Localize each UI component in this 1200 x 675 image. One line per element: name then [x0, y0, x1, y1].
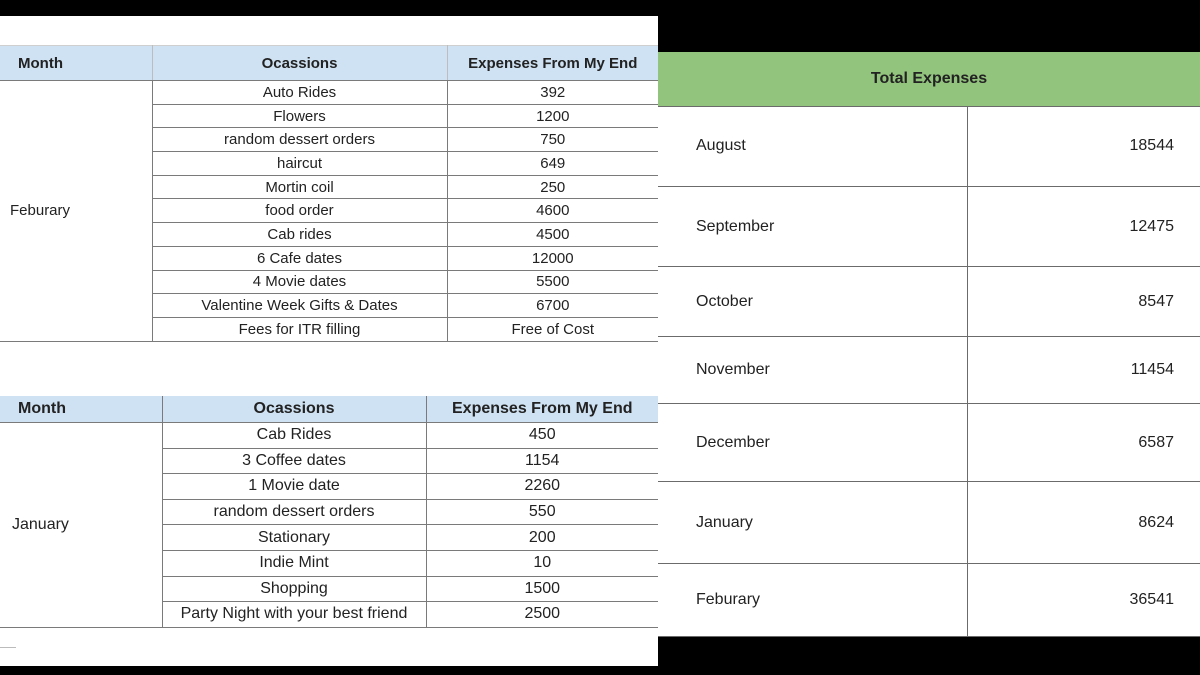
table-header-row: [0, 396, 658, 423]
total-month-cell: August: [658, 106, 968, 186]
expense-cell: Free of Cost: [447, 317, 658, 341]
expense-cell: 550: [426, 499, 658, 525]
occasion-cell: Cab Rides: [162, 423, 426, 449]
occasion-cell: Indie Mint: [162, 550, 426, 576]
header-occasions: Ocassions: [152, 46, 447, 81]
expense-cell: 5500: [447, 270, 658, 294]
occasion-cell: Valentine Week Gifts & Dates: [152, 294, 447, 318]
expense-cell: 1500: [426, 576, 658, 602]
expense-cell: 250: [447, 175, 658, 199]
header-expenses: Expenses From My End: [426, 396, 658, 423]
expense-cell: 6700: [447, 294, 658, 318]
occasion-cell: Mortin coil: [152, 175, 447, 199]
occasion-cell: haircut: [152, 152, 447, 176]
table-header-row: [0, 46, 658, 81]
january-expenses-table: [0, 396, 658, 628]
total-month-cell: January: [658, 482, 968, 563]
total-value-cell: 8547: [1138, 292, 1174, 310]
expense-cell: 1200: [447, 104, 658, 128]
total-month-cell: December: [658, 404, 968, 481]
table-row: [658, 564, 1200, 637]
occasion-cell: food order: [152, 199, 447, 223]
header-occasions: Ocassions: [162, 396, 426, 423]
table-row: [658, 482, 1200, 564]
occasion-cell: 6 Cafe dates: [152, 246, 447, 270]
occasion-cell: Stationary: [162, 525, 426, 551]
occasion-cell: 3 Coffee dates: [162, 448, 426, 474]
occasion-cell: Flowers: [152, 104, 447, 128]
expense-cell: 10: [426, 550, 658, 576]
total-value-cell: 18544: [1129, 137, 1174, 154]
header-month: Month: [0, 396, 162, 423]
occasion-cell: Auto Rides: [152, 81, 447, 105]
expense-cell: 200: [426, 525, 658, 551]
header-expenses: Expenses From My End: [447, 46, 658, 81]
expense-cell: 392: [447, 81, 658, 105]
table-row: [658, 106, 1200, 187]
table-row: [658, 187, 1200, 267]
occasion-cell: random dessert orders: [152, 128, 447, 152]
total-value-cell: 8624: [1138, 513, 1174, 531]
table-row: [658, 337, 1200, 404]
table-row: [658, 404, 1200, 482]
expense-cell: 750: [447, 128, 658, 152]
total-expenses-panel: [658, 52, 1200, 637]
total-month-cell: November: [658, 337, 968, 403]
table-row: [0, 423, 658, 449]
expense-cell: 450: [426, 423, 658, 449]
total-value-cell: 6587: [1138, 433, 1174, 451]
month-cell: Feburary: [0, 81, 152, 342]
expense-cell: 2500: [426, 602, 658, 628]
expense-details-panel: [0, 16, 658, 666]
table-row: [0, 81, 658, 105]
divider: [0, 647, 16, 648]
table-row: [658, 267, 1200, 337]
occasion-cell: Party Night with your best friend: [162, 602, 426, 628]
header-month: Month: [0, 46, 152, 81]
expense-cell: 1154: [426, 448, 658, 474]
expense-cell: 649: [447, 152, 658, 176]
total-value-cell: 36541: [1129, 591, 1174, 608]
occasion-cell: random dessert orders: [162, 499, 426, 525]
total-value-cell: 11454: [1130, 361, 1174, 378]
occasion-cell: Cab rides: [152, 223, 447, 247]
occasion-cell: 4 Movie dates: [152, 270, 447, 294]
occasion-cell: 1 Movie date: [162, 474, 426, 500]
expense-cell: 4600: [447, 199, 658, 223]
occasion-cell: Shopping: [162, 576, 426, 602]
total-value-cell: 12475: [1129, 217, 1174, 235]
month-cell: January: [0, 423, 162, 628]
occasion-cell: Fees for ITR filling: [152, 317, 447, 341]
total-month-cell: September: [658, 187, 968, 266]
expense-cell: 4500: [447, 223, 658, 247]
total-expenses-title: Total Expenses: [658, 52, 1200, 107]
total-month-cell: October: [658, 267, 968, 336]
february-expenses-table: [0, 45, 658, 342]
expense-cell: 2260: [426, 474, 658, 500]
expense-cell: 12000: [447, 246, 658, 270]
total-month-cell: Feburary: [658, 564, 968, 636]
